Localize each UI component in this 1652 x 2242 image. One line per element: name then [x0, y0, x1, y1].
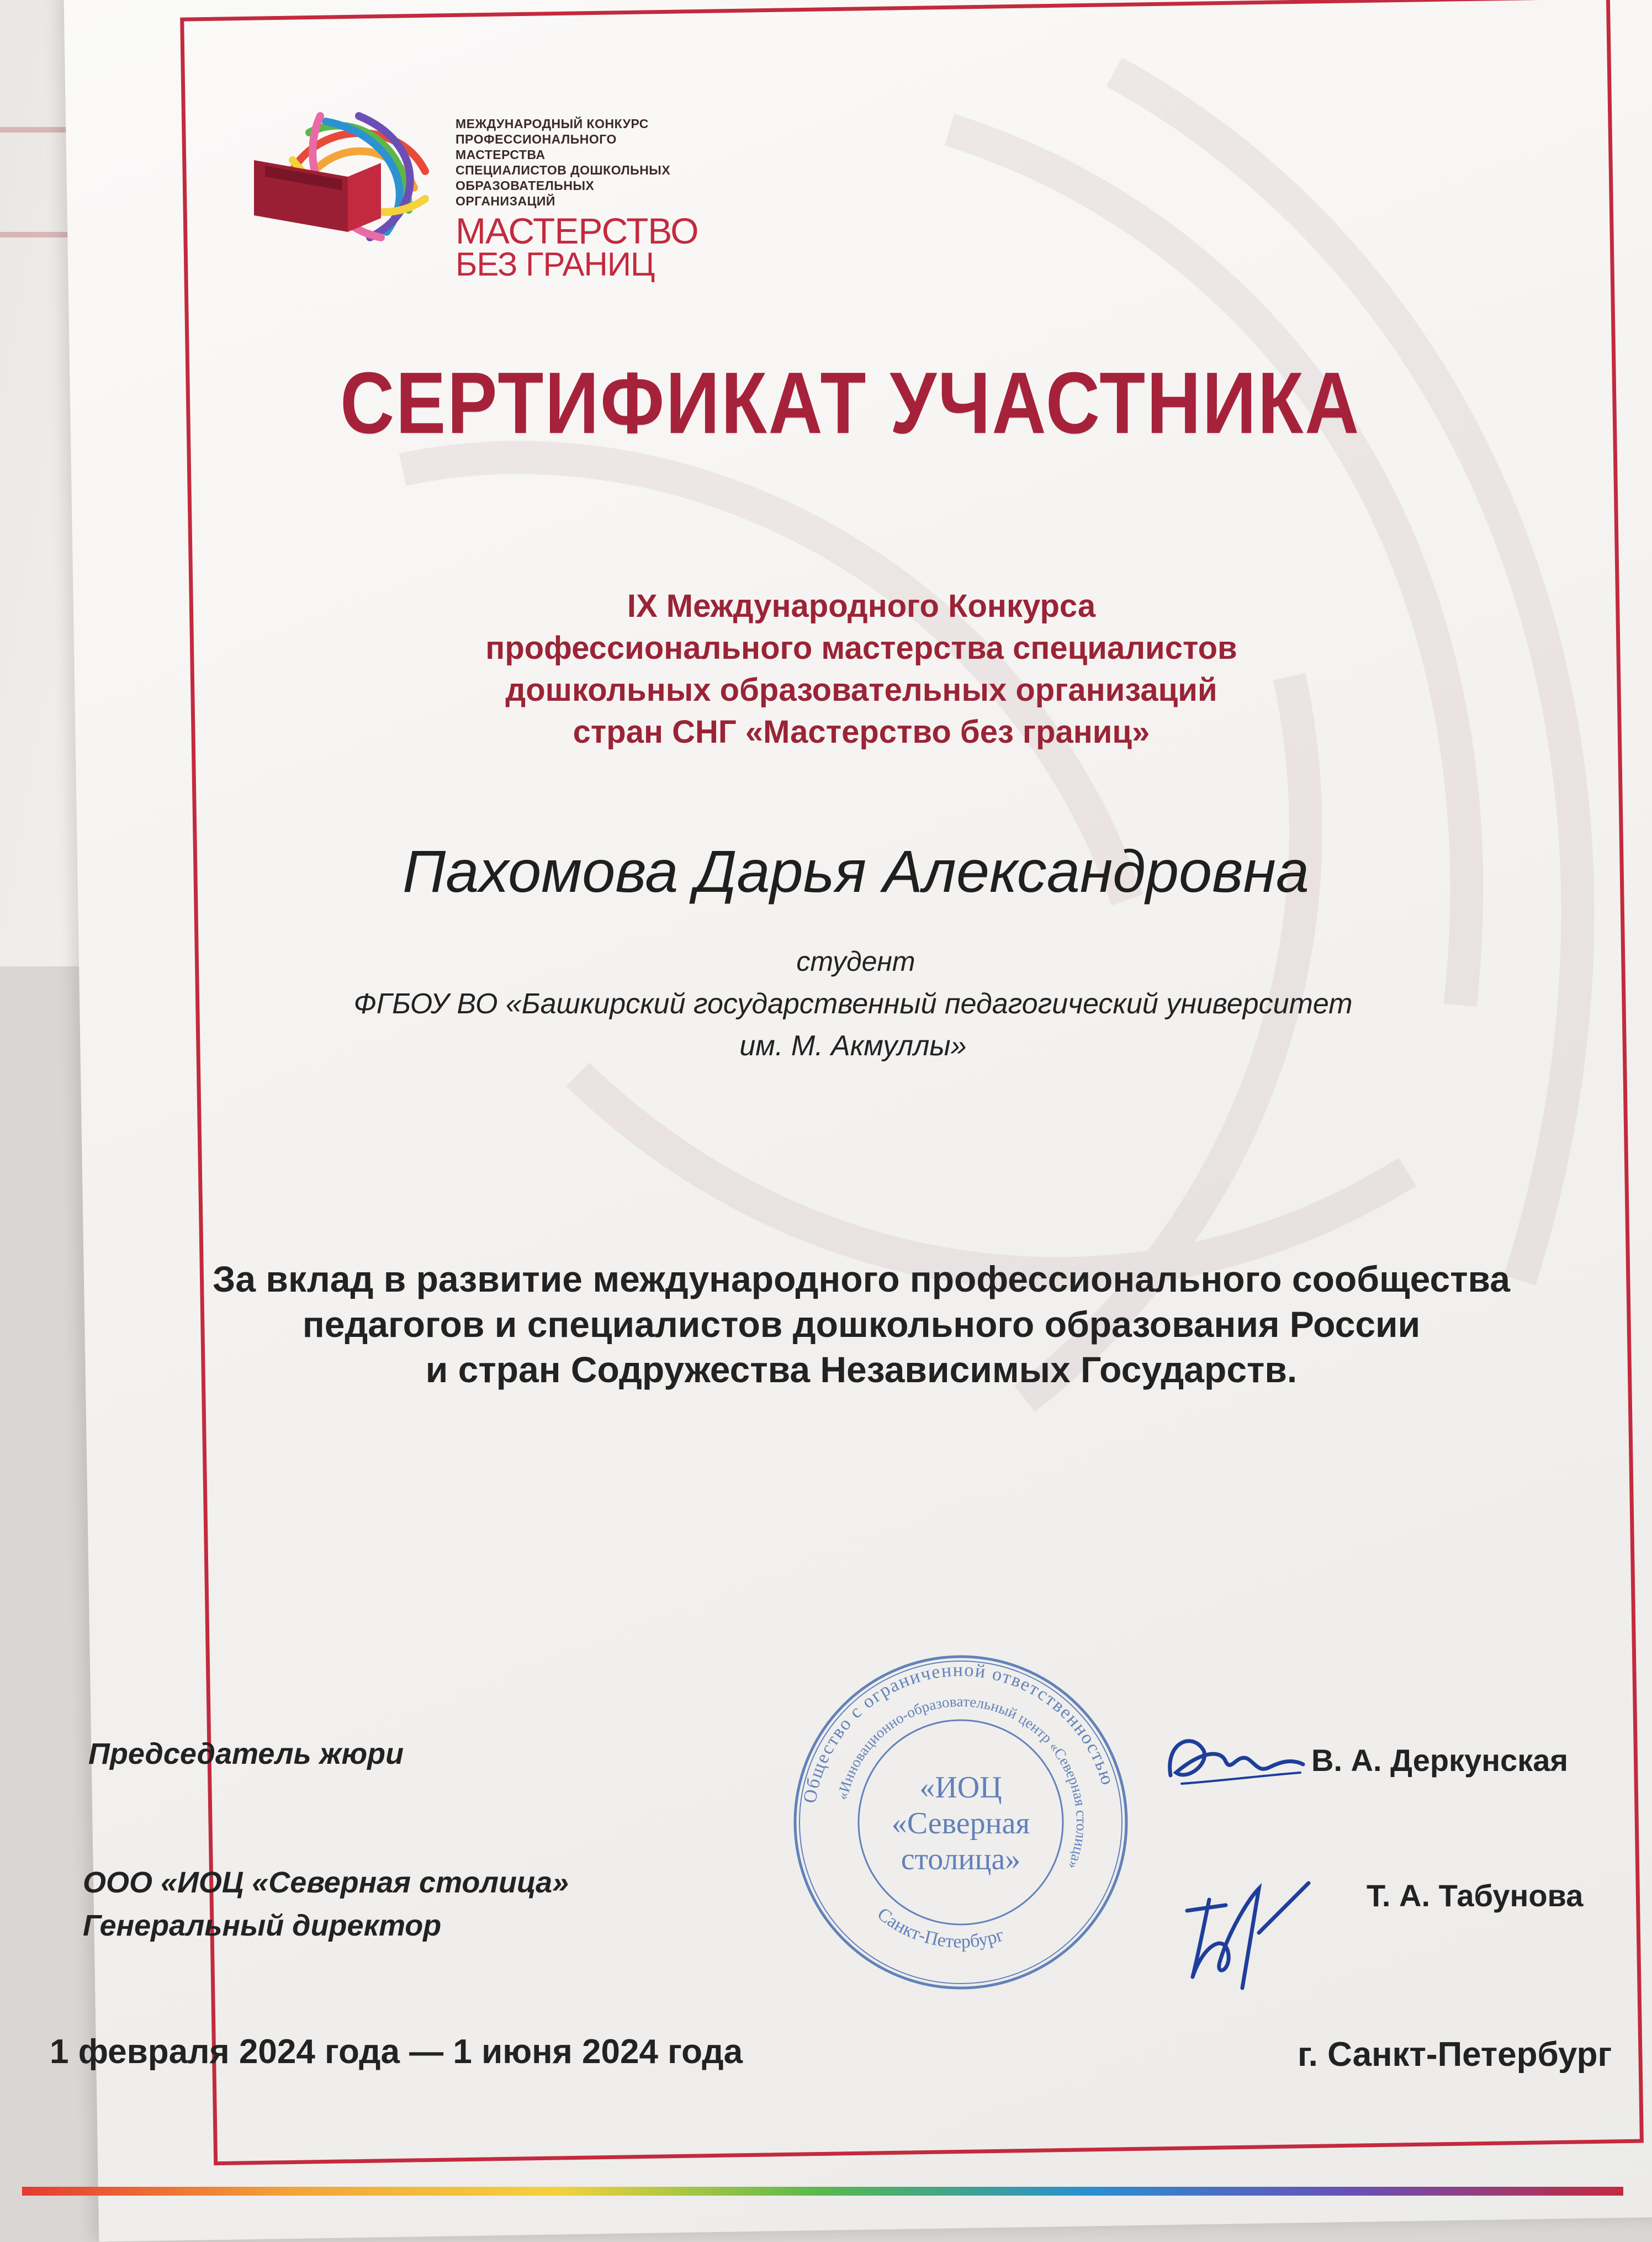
- stamp-bottom-text: Санкт-Петербург: [873, 1903, 1007, 1952]
- recipient-role: студент: [796, 946, 915, 977]
- logo-line: МЕЖДУНАРОДНЫЙ КОНКУРС: [456, 117, 649, 131]
- contest-dates: 1 февраля 2024 года — 1 июня 2024 года: [50, 2033, 743, 2071]
- logo-line: ПРОФЕССИОНАЛЬНОГО МАСТЕРСТВА: [456, 132, 617, 162]
- company-name: ООО «ИОЦ «Северная столица»: [83, 1866, 569, 1899]
- contest-line: IX Международного Конкурса: [627, 588, 1096, 624]
- certificate-title: СЕРТИФИКАТ УЧАСТНИКА: [340, 355, 1360, 452]
- logo-brand: МАСТЕРСТВО: [456, 210, 698, 251]
- reason-line: и стран Содружества Независимых Государств.: [425, 1349, 1298, 1390]
- reason-line: педагогов и специалистов дошкольного образования России: [302, 1304, 1421, 1345]
- logo-line: СПЕЦИАЛИСТОВ ДОШКОЛЬНЫХ: [456, 163, 671, 177]
- recipient-name: Пахомова Дарья Александровна: [403, 838, 1309, 905]
- svg-text:Санкт-Петербург: [873, 1903, 1007, 1952]
- logo-text: [456, 116, 698, 283]
- contest-description: [331, 585, 1391, 753]
- contest-line: стран СНГ «Мастерство без границ»: [573, 714, 1150, 750]
- recipient-organization: [193, 983, 1513, 1067]
- contest-line: дошкольных образовательных организаций: [505, 672, 1217, 708]
- chair-name: В. А. Деркунская: [1311, 1743, 1569, 1778]
- logo-line: ОБРАЗОВАТЕЛЬНЫХ ОРГАНИЗАЦИЙ: [456, 178, 595, 208]
- logo-brand: БЕЗ ГРАНИЦ: [456, 246, 655, 283]
- stamp-center-line: «Северная: [891, 1806, 1030, 1841]
- rainbow-strip: [22, 2187, 1623, 2196]
- award-reason: [193, 1256, 1529, 1392]
- company-director-label: [83, 1861, 745, 1947]
- org-line: ФГБОУ ВО «Башкирский государственный педагогический университет: [353, 988, 1353, 1020]
- stamp-center-line: столица»: [901, 1842, 1021, 1876]
- company-stamp: [790, 1651, 1132, 1994]
- stamp-inner-text: «Инновационно-образовательный центр «Северная столица»: [834, 1693, 1090, 1872]
- org-line: им. М. Акмуллы»: [739, 1030, 967, 1062]
- stamp-center-line: «ИОЦ: [919, 1770, 1002, 1805]
- contest-logo-icon: [243, 99, 464, 254]
- contest-line: профессионального мастерства специалистов: [485, 630, 1237, 666]
- director-name: Т. А. Табунова: [1367, 1878, 1584, 1913]
- city: г. Санкт-Петербург: [1298, 2035, 1612, 2074]
- stamp-outer-text: Общество с ограниченной ответственностью: [799, 1659, 1119, 1805]
- chair-signature: [1154, 1720, 1309, 1803]
- director-title: Генеральный директор: [83, 1909, 442, 1942]
- director-signature: [1176, 1866, 1320, 1999]
- jury-chair-label: Председатель жюри: [88, 1737, 404, 1770]
- reason-line: За вклад в развитие международного профессионального сообщества: [213, 1259, 1510, 1299]
